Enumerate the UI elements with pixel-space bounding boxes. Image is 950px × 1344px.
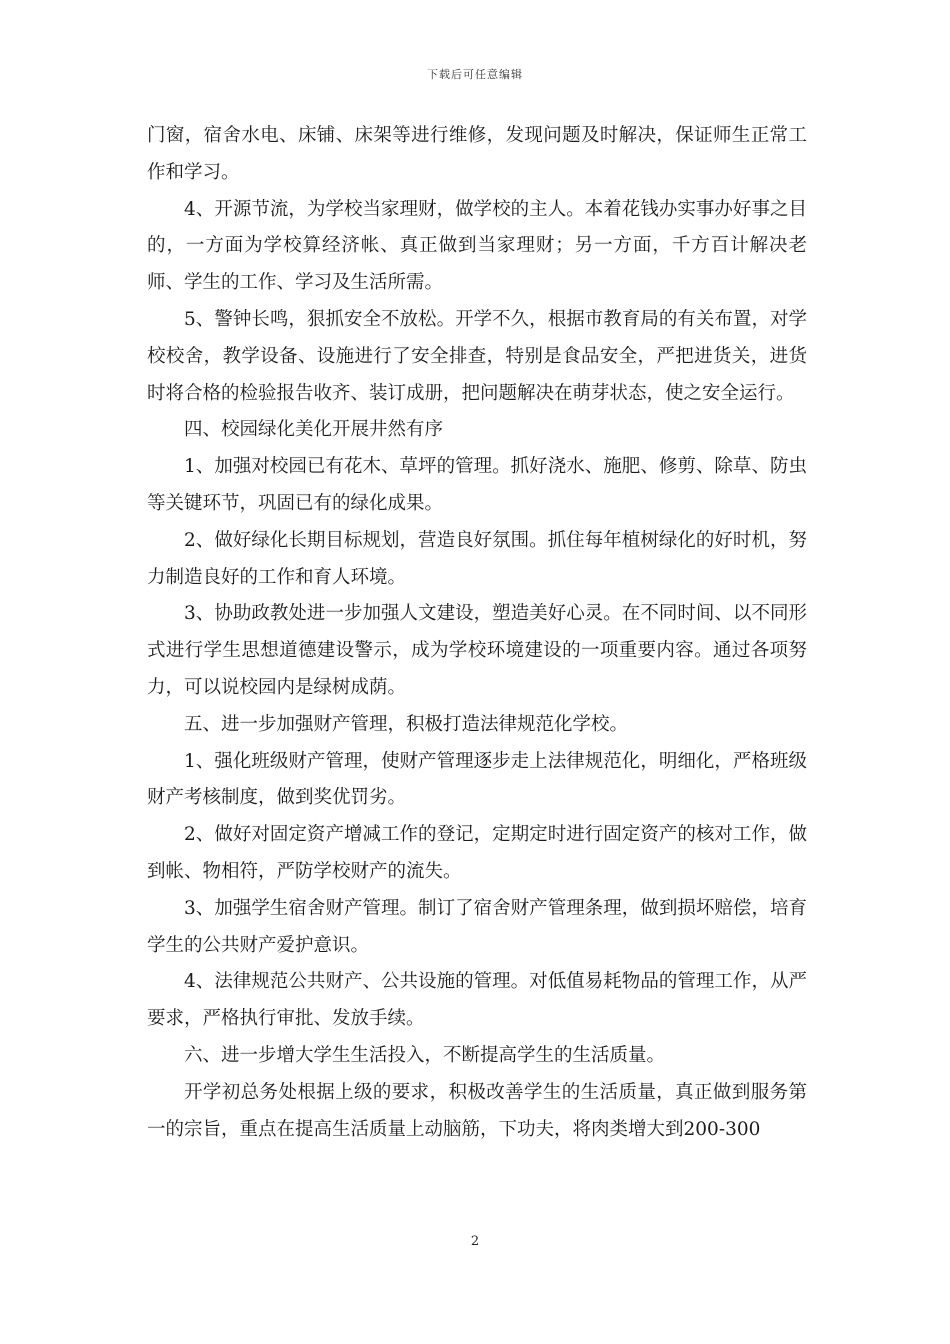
paragraph: 开学初总务处根据上级的要求，积极改善学生的生活质量，真正做到服务第一的宗旨，重点在提高生活质量上动脑筋，下功夫，将肉类增大到200-300 bbox=[147, 1081, 807, 1140]
paragraph: 2、做好绿化长期目标规划，营造良好氛围。抓住每年植树绿化的好时机，努力制造良好的工作和育人环境。 bbox=[147, 529, 807, 588]
paragraph: 4、开源节流，为学校当家理财，做学校的主人。本着花钱办实事办好事之目的，一方面为学校算经济帐、真正做到当家理财；另一方面，千方百计解决老师、学生的工作、学习及生活所需。 bbox=[147, 198, 807, 294]
page-number: 2 bbox=[470, 1234, 480, 1249]
paragraph: 门窗，宿舍水电、床铺、床架等进行维修，发现问题及时解决，保证师生正常工作和学习。 bbox=[147, 125, 807, 183]
paragraph: 1、强化班级财产管理，使财产管理逐步走上法律规范化，明细化，严格班级财产考核制度，做到奖优罚劣。 bbox=[147, 750, 807, 809]
section-heading: 五、进一步加强财产管理，积极打造法律规范化学校。 bbox=[184, 713, 629, 735]
paragraph: 3、协助政教处进一步加强人文建设，塑造美好心灵。在不同时间、以不同形式进行学生思想道德建设警示，成为学校环境建设的一项重要内容。通过各项努力，可以说校园内是绿树成荫。 bbox=[147, 603, 807, 698]
paragraph: 4、法律规范公共财产、公共设施的管理。对低值易耗物品的管理工作，从严要求，严格执行审批、发放手续。 bbox=[147, 971, 807, 1030]
document-body bbox=[147, 118, 807, 1148]
paragraph: 5、警钟长鸣，狠抓安全不放松。开学不久，根据市教育局的有关布置，对学校校舍，教学设备、设施进行了安全排查，特别是食品安全，严把进货关，进货时将合格的检验报告收齐、装订成册，把问题解决在萌芽状态，使之安全运行。 bbox=[147, 308, 807, 404]
paragraph: 3、加强学生宿舍财产管理。制订了宿舍财产管理条理，做到损坏赔偿，培育学生的公共财产爱护意识。 bbox=[147, 897, 807, 956]
section-heading: 六、进一步增大学生生活投入，不断提高学生的生活质量。 bbox=[184, 1044, 666, 1066]
paragraph: 1、加强对校园已有花木、草坪的管理。抓好浇水、施肥、修剪、除草、防虫等关键环节，巩固已有的绿化成果。 bbox=[147, 456, 807, 514]
paragraph: 2、做好对固定资产增减工作的登记，定期定时进行固定资产的核对工作，做到帐、物相符，严防学校财产的流失。 bbox=[147, 824, 807, 882]
section-heading: 四、校园绿化美化开展井然有序 bbox=[184, 419, 444, 441]
page-header: 下载后可任意编辑 bbox=[427, 68, 523, 81]
